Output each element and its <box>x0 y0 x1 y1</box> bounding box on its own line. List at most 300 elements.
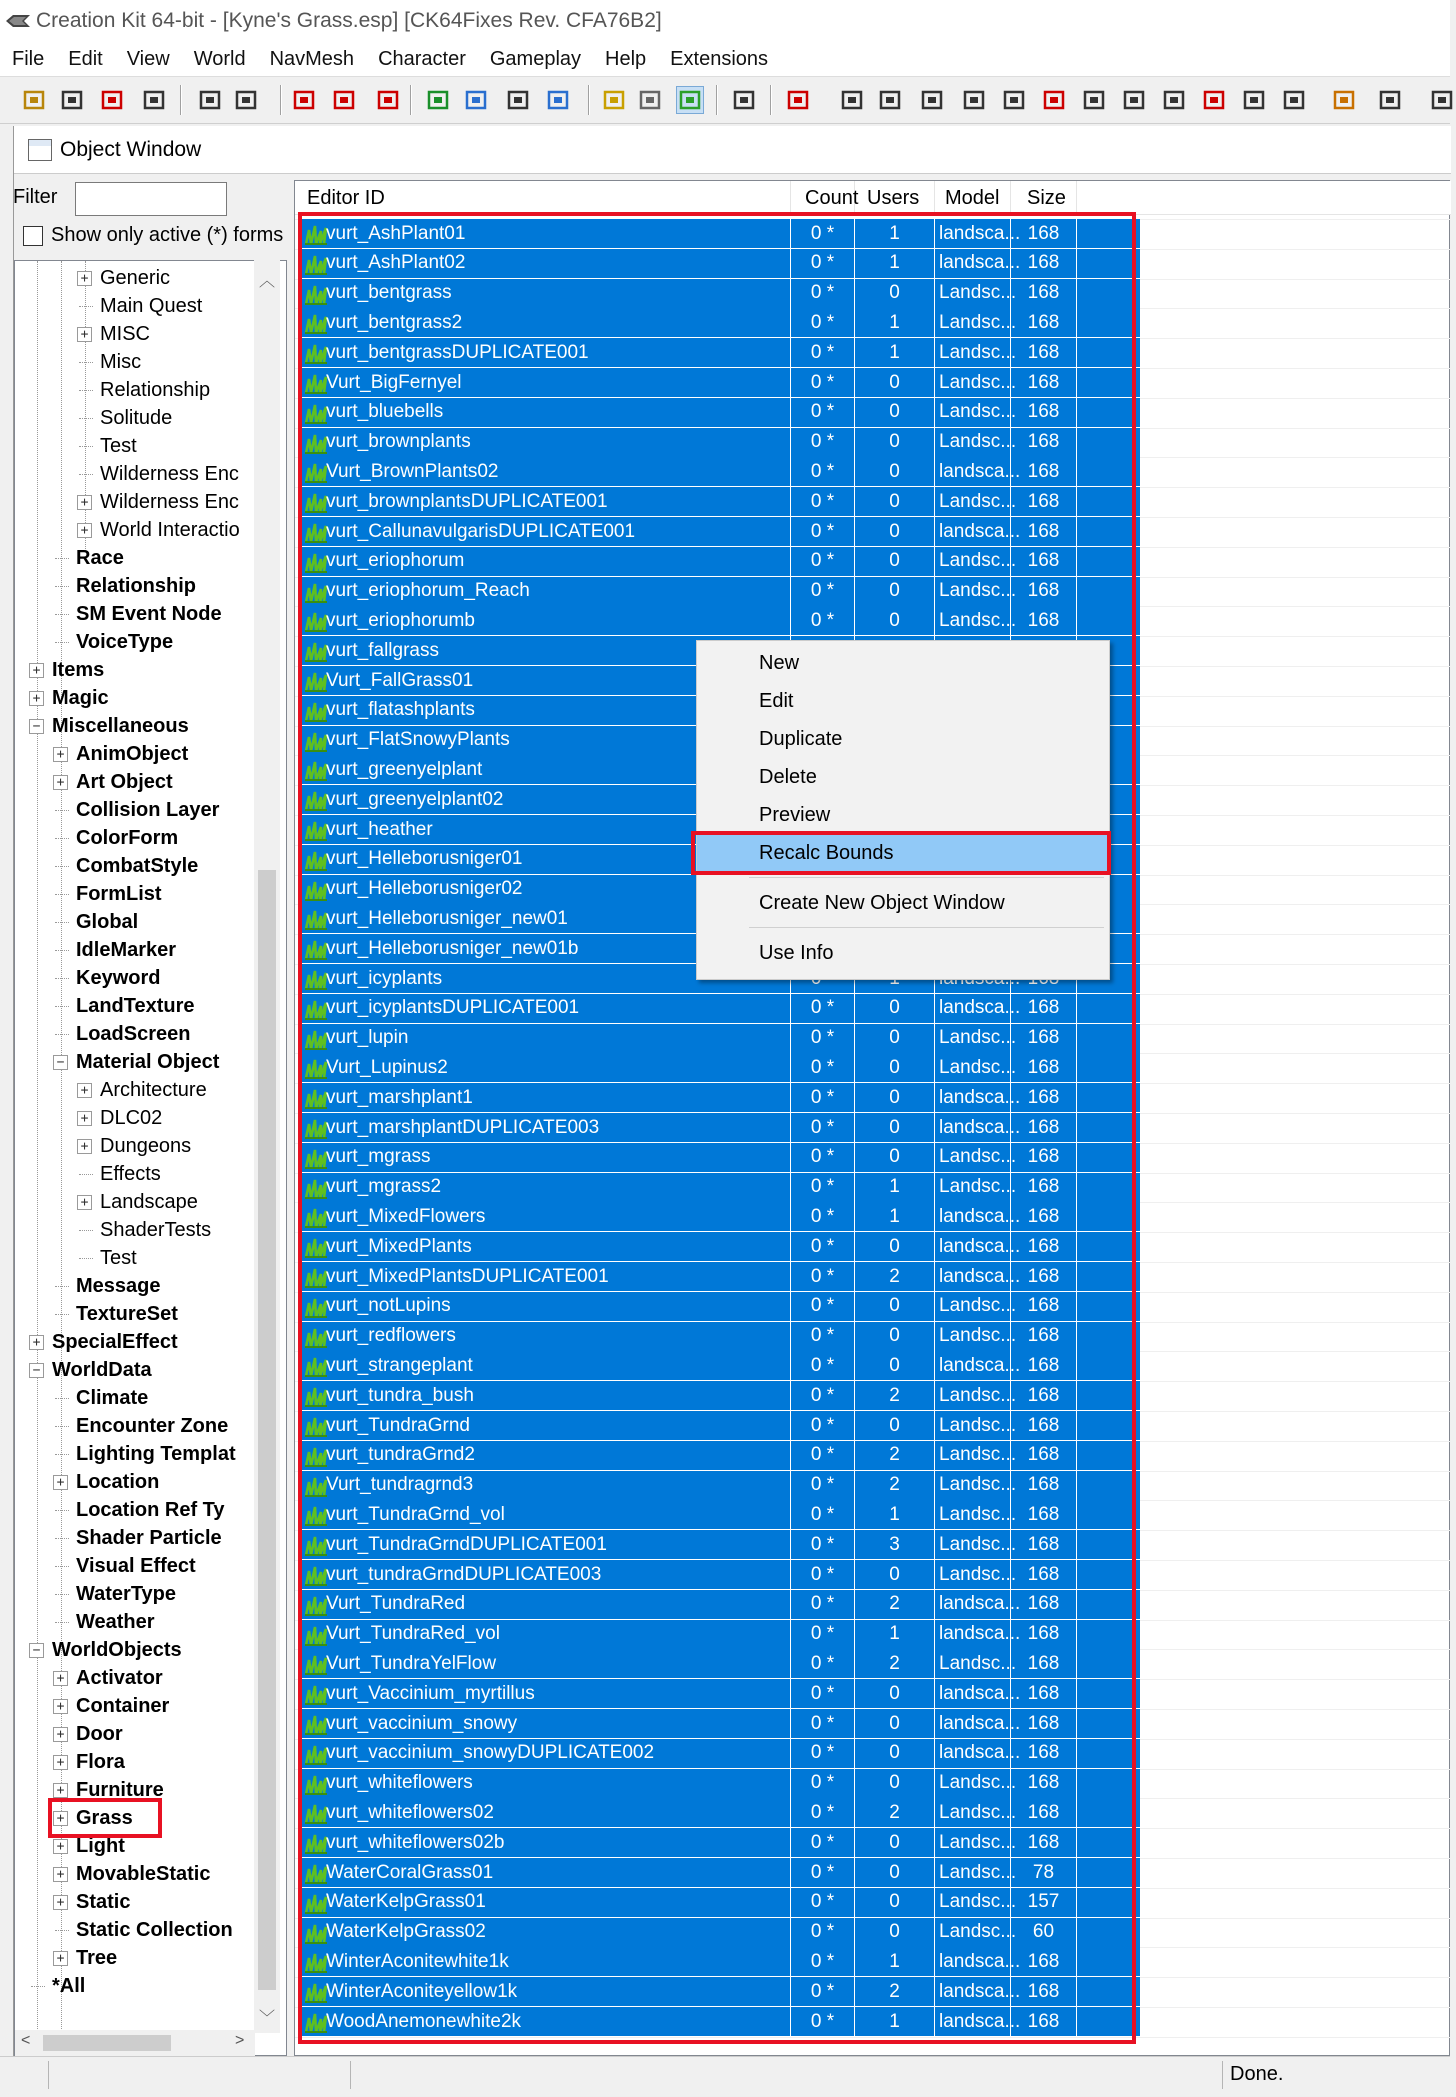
tree-item-label: Relationship <box>100 378 211 401</box>
cell-editor-id: vurt_whiteflowers <box>323 1769 791 1798</box>
tree-item-label: Weather <box>76 1610 155 1633</box>
cell-model: Landsc... <box>935 1888 1011 1917</box>
p-icon[interactable] <box>1160 86 1188 114</box>
tree-item-watertype[interactable] <box>53 1580 176 1608</box>
cell-count: 0 * <box>791 1292 855 1321</box>
column-header-model[interactable]: Model <box>935 181 1011 215</box>
cell-model: Landsc... <box>935 577 1011 606</box>
square-icon[interactable] <box>1120 86 1148 114</box>
tree-item-dungeons[interactable] <box>77 1132 191 1160</box>
cell-model: landsca... <box>935 2007 1011 2036</box>
expand-icon[interactable]: + <box>53 1727 68 1742</box>
expand-icon[interactable]: + <box>29 663 44 678</box>
expand-icon[interactable]: + <box>77 1195 92 1210</box>
navmesh-icon[interactable] <box>330 86 358 114</box>
o-icon[interactable] <box>960 86 988 114</box>
collapse-icon[interactable]: − <box>29 1643 44 1658</box>
menu-edit[interactable]: Edit <box>68 47 103 70</box>
expand-icon[interactable]: + <box>53 747 68 762</box>
cell-users: 0 <box>855 1828 935 1857</box>
marker-icon[interactable] <box>784 86 812 114</box>
tree-item-test[interactable] <box>77 432 137 460</box>
tree-item-static[interactable] <box>53 1888 130 1916</box>
tree-item-label: Material Object <box>76 1050 220 1073</box>
cell-size: 168 <box>1011 1143 1077 1172</box>
filter-input[interactable] <box>75 182 227 216</box>
category-tree[interactable] <box>14 260 287 2056</box>
tree-item-generic[interactable] <box>77 264 170 292</box>
scroll-up-icon[interactable]: ︿ <box>259 273 276 290</box>
box-partial-icon[interactable] <box>1428 86 1456 114</box>
cell-size: 168 <box>1011 279 1077 308</box>
cell-model: Landsc... <box>935 1500 1011 1529</box>
frame-icon[interactable] <box>1200 86 1228 114</box>
cube-icon[interactable] <box>1080 86 1108 114</box>
tree-item-label: Furniture <box>76 1778 164 1801</box>
cell-count: 0 * <box>791 1113 855 1142</box>
scrollbar-thumb[interactable] <box>258 870 276 1990</box>
lighting-icon[interactable] <box>600 86 628 114</box>
menu-extensions[interactable]: Extensions <box>670 47 769 70</box>
cell-size: 168 <box>1011 1798 1077 1827</box>
tree-item-art-object[interactable] <box>53 768 173 796</box>
cell-model: Landsc... <box>935 1649 1011 1678</box>
expand-icon[interactable]: + <box>53 1783 68 1798</box>
undo-icon[interactable] <box>196 86 224 114</box>
cell-size: 168 <box>1011 994 1077 1023</box>
menu-bar <box>0 42 1450 76</box>
sky-icon[interactable] <box>636 86 664 114</box>
tree-item-miscellaneous[interactable] <box>29 712 189 740</box>
show-active-checkbox[interactable] <box>23 224 283 247</box>
cell-editor-id: vurt_AshPlant01 <box>323 219 791 248</box>
sliced-box-icon[interactable] <box>1000 86 1028 114</box>
cell-size: 168 <box>1011 1113 1077 1142</box>
scroll-left-icon[interactable]: < <box>21 2032 31 2049</box>
cell-editor-id: vurt_brownplantsDUPLICATE001 <box>323 487 791 516</box>
cell-editor-id: vurt_flatashplants <box>323 696 791 725</box>
tree-item-label: Global <box>76 910 139 933</box>
cell-users: 1 <box>855 338 935 367</box>
expand-icon[interactable]: + <box>77 1111 92 1126</box>
cell-model: Landsc... <box>935 1411 1011 1440</box>
world-icon[interactable] <box>424 86 452 114</box>
tree-item-label: Tree <box>76 1946 118 1969</box>
cell-editor-id: vurt_icyplantsDUPLICATE001 <box>323 994 791 1023</box>
menu-character[interactable]: Character <box>378 47 466 70</box>
tree-item-label: MISC <box>100 322 150 345</box>
tree-item-location-ref-ty[interactable] <box>53 1496 225 1524</box>
tree-item-misc[interactable] <box>77 320 150 348</box>
expand-icon[interactable]: + <box>77 495 92 510</box>
expand-icon[interactable]: + <box>53 1951 68 1966</box>
tree-item--all[interactable] <box>29 1972 85 2000</box>
tree-item-sm-event-node[interactable] <box>53 600 222 628</box>
collapse-icon[interactable]: − <box>29 1363 44 1378</box>
cell-model: Landsc... <box>935 606 1011 635</box>
boxes-icon[interactable] <box>876 86 904 114</box>
cell-model: landsca... <box>935 1977 1011 2006</box>
tree-item-race[interactable] <box>53 544 124 572</box>
tree-item-label: Location <box>76 1470 160 1493</box>
cell-editor-id: vurt_mgrass <box>323 1143 791 1172</box>
fx-icon[interactable] <box>544 86 572 114</box>
cell-users: 0 <box>855 457 935 486</box>
tree-item-label: Container <box>76 1694 170 1717</box>
tree-item-world-interactio[interactable] <box>77 516 240 544</box>
tree-item-landscape[interactable] <box>77 1188 198 1216</box>
cell-size: 168 <box>1011 547 1077 576</box>
cell-count: 0 * <box>791 1411 855 1440</box>
grass-highlight-box <box>48 1798 162 1838</box>
save-esp-icon[interactable] <box>98 86 126 114</box>
column-header-editor-id[interactable]: Editor ID <box>295 181 791 215</box>
open-icon[interactable] <box>20 86 48 114</box>
expand-icon[interactable]: + <box>53 1755 68 1770</box>
tree-item-location[interactable] <box>53 1468 159 1496</box>
grass-icon[interactable] <box>676 86 704 114</box>
tree-item-label: Shader Particle <box>76 1526 222 1549</box>
expand-icon[interactable]: + <box>53 1475 68 1490</box>
cell-model: landsca... <box>935 1709 1011 1738</box>
tree-item-message[interactable] <box>53 1272 161 1300</box>
cell-editor-id: vurt_tundraGrnd2 <box>323 1441 791 1470</box>
tree-item-combatstyle[interactable] <box>53 852 198 880</box>
object-window-title: Object Window <box>60 137 202 161</box>
tree-item-global[interactable] <box>53 908 138 936</box>
tree-item-label: VoiceType <box>76 630 174 653</box>
cell-editor-id: vurt_eriophorum <box>323 547 791 576</box>
cell-count: 0 * <box>791 1143 855 1172</box>
tree-item-architecture[interactable] <box>77 1076 207 1104</box>
tree-item-colorform[interactable] <box>53 824 178 852</box>
tree-item-relationship[interactable] <box>53 572 196 600</box>
save-icon[interactable] <box>58 86 86 114</box>
context-item-use-info[interactable]: Use Info <box>759 941 834 964</box>
tree-item-effects[interactable] <box>77 1160 161 1188</box>
cell-model: landsca... <box>935 1620 1011 1649</box>
scrollbar-thumb[interactable] <box>43 2035 171 2051</box>
cell-size: 168 <box>1011 1411 1077 1440</box>
checkbox-box[interactable] <box>23 226 43 246</box>
expand-icon[interactable]: + <box>77 271 92 286</box>
cell-model: landsca... <box>935 249 1011 278</box>
tree-item-loadscreen[interactable] <box>53 1020 190 1048</box>
window-icon <box>28 139 52 161</box>
menu-file[interactable]: File <box>12 47 45 70</box>
cell-editor-id: vurt_bentgrass2 <box>323 308 791 337</box>
expand-icon[interactable]: + <box>29 1335 44 1350</box>
tree-item-label: Climate <box>76 1386 149 1409</box>
cell-count: 0 * <box>791 994 855 1023</box>
cell-editor-id: vurt_TundraGrndDUPLICATE001 <box>323 1530 791 1559</box>
cell-size: 157 <box>1011 1888 1077 1917</box>
cell-users: 2 <box>855 1649 935 1678</box>
menu-navmesh[interactable]: NavMesh <box>269 47 355 70</box>
tree-item-weather[interactable] <box>53 1608 155 1636</box>
tree-item-label: Generic <box>100 266 171 289</box>
tree-item-collision-layer[interactable] <box>53 796 219 824</box>
tree-item-label: Architecture <box>100 1078 207 1101</box>
tree-item-lighting-templat[interactable] <box>53 1440 236 1468</box>
expand-icon[interactable]: + <box>77 1139 92 1154</box>
cell-editor-id: Vurt_BrownPlants02 <box>323 457 791 486</box>
cell-editor-id: vurt_marshplant1 <box>323 1083 791 1112</box>
tree-item-label: Collision Layer <box>76 798 220 821</box>
cell-model: landsca... <box>935 517 1011 546</box>
tree-item-label: Race <box>76 546 124 569</box>
cell-users: 0 <box>855 1858 935 1887</box>
menu-world[interactable]: World <box>193 47 246 70</box>
cell-model: Landsc... <box>935 398 1011 427</box>
tree-item-visual-effect[interactable] <box>53 1552 196 1580</box>
cell-model: landsca... <box>935 1083 1011 1112</box>
cell-size: 168 <box>1011 1769 1077 1798</box>
lod-icon[interactable] <box>504 86 532 114</box>
cell-model: Landsc... <box>935 1441 1011 1470</box>
cell-editor-id: vurt_AshPlant02 <box>323 249 791 278</box>
tree-item-label: AnimObject <box>76 742 189 765</box>
cell-size: 168 <box>1011 1441 1077 1470</box>
cell-count: 0 * <box>791 517 855 546</box>
tree-item-encounter-zone[interactable] <box>53 1412 228 1440</box>
cell-model: Landsc... <box>935 1918 1011 1947</box>
cell-size: 168 <box>1011 219 1077 248</box>
cell-count: 0 * <box>791 428 855 457</box>
tree-vertical-scrollbar[interactable] <box>254 260 280 2033</box>
cell-model: Landsc... <box>935 1471 1011 1500</box>
expand-icon[interactable]: + <box>53 1839 68 1854</box>
context-item-duplicate[interactable]: Duplicate <box>759 727 843 750</box>
preferences-icon[interactable] <box>140 86 168 114</box>
context-item-preview[interactable]: Preview <box>759 803 831 826</box>
tree-item-flora[interactable] <box>53 1748 125 1776</box>
tree-item-container[interactable] <box>53 1692 169 1720</box>
tree-item-items[interactable] <box>29 656 104 684</box>
tree-item-relationship[interactable] <box>77 376 210 404</box>
tree-item-voicetype[interactable] <box>53 628 173 656</box>
tree-item-specialeffect[interactable] <box>29 1328 178 1356</box>
cell-count: 0 * <box>791 1053 855 1082</box>
link-icon[interactable] <box>1280 86 1308 114</box>
tree-item-worlddata[interactable] <box>29 1356 152 1384</box>
list-header <box>295 181 1451 215</box>
x-box-icon[interactable] <box>1240 86 1268 114</box>
expand-icon[interactable]: + <box>53 775 68 790</box>
cell-size: 168 <box>1011 1947 1077 1976</box>
tree-item-static-collection[interactable] <box>53 1916 233 1944</box>
context-item-recalc-bounds[interactable]: Recalc Bounds <box>697 835 1109 871</box>
scroll-down-icon[interactable]: ﹀ <box>259 2010 276 2027</box>
cell-users: 0 <box>855 994 935 1023</box>
expand-icon[interactable]: + <box>53 1867 68 1882</box>
cell-users: 2 <box>855 1977 935 2006</box>
expand-icon[interactable]: + <box>77 1083 92 1098</box>
cell-model: Landsc... <box>935 1828 1011 1857</box>
app-icon <box>4 12 32 30</box>
cell-editor-id: vurt_notLupins <box>323 1292 791 1321</box>
tree-item-test[interactable] <box>77 1244 137 1272</box>
cell-size: 168 <box>1011 398 1077 427</box>
render-window-icon[interactable] <box>290 86 318 114</box>
cell-count: 0 * <box>791 1590 855 1619</box>
cell-count: 0 * <box>791 1560 855 1589</box>
collapse-icon[interactable]: − <box>29 719 44 734</box>
cell-model: Landsc... <box>935 1381 1011 1410</box>
tree-item-label: Wilderness Enc <box>100 462 239 485</box>
cell-size: 78 <box>1011 1858 1077 1887</box>
tree-item-textureset[interactable] <box>53 1300 178 1328</box>
cell-users: 0 <box>855 1322 935 1351</box>
cell-users: 1 <box>855 1202 935 1231</box>
tree-item-label: Wilderness Enc <box>100 490 239 513</box>
tree-item-tree[interactable] <box>53 1944 117 1972</box>
cell-size: 168 <box>1011 1828 1077 1857</box>
tree-item-label: Miscellaneous <box>52 714 189 737</box>
cell-model: Landsc... <box>935 308 1011 337</box>
cell-editor-id: WoodAnemonewhite2k <box>323 2007 791 2036</box>
cell-size: 168 <box>1011 606 1077 635</box>
expand-icon[interactable]: + <box>53 1895 68 1910</box>
cell-users: 0 <box>855 606 935 635</box>
cell-size: 60 <box>1011 1918 1077 1947</box>
tree-item-material-object[interactable] <box>53 1048 219 1076</box>
cell-size: 168 <box>1011 1083 1077 1112</box>
landscape-icon[interactable] <box>462 86 490 114</box>
tree-item-formlist[interactable] <box>53 880 162 908</box>
column-header-users[interactable]: Users <box>855 181 935 215</box>
cell-users: 0 <box>855 1113 935 1142</box>
speech-icon[interactable] <box>730 86 758 114</box>
cell-users: 0 <box>855 1769 935 1798</box>
tree-item-solitude[interactable] <box>77 404 172 432</box>
tree-item-label: Visual Effect <box>76 1554 196 1577</box>
tree-item-movablestatic[interactable] <box>53 1860 210 1888</box>
tree-item-misc[interactable] <box>77 348 141 376</box>
cell-users: 2 <box>855 1441 935 1470</box>
context-item-new[interactable]: New <box>759 651 800 674</box>
column-header-count[interactable]: Count <box>791 181 855 215</box>
tree-item-label: Static Collection <box>76 1918 233 1941</box>
cell-editor-id: vurt_vaccinium_snowy <box>323 1709 791 1738</box>
m-icon[interactable] <box>918 86 946 114</box>
tree-item-idlemarker[interactable] <box>53 936 176 964</box>
tree-item-label: Solitude <box>100 406 173 429</box>
tree-item-dlc02[interactable] <box>77 1104 162 1132</box>
tree-item-animobject[interactable] <box>53 740 188 768</box>
menu-gameplay[interactable]: Gameplay <box>489 47 582 70</box>
tree-item-wilderness-enc[interactable] <box>77 488 239 516</box>
tree-item-worldobjects[interactable] <box>29 1636 182 1664</box>
cell-count: 0 * <box>791 398 855 427</box>
cell-size: 168 <box>1011 1471 1077 1500</box>
tree-item-climate[interactable] <box>53 1384 148 1412</box>
expand-icon[interactable]: + <box>53 1671 68 1686</box>
tree-item-magic[interactable] <box>29 684 109 712</box>
cell-size: 168 <box>1011 368 1077 397</box>
cell-editor-id: vurt_marshplantDUPLICATE003 <box>323 1113 791 1142</box>
cell-count: 0 * <box>791 1769 855 1798</box>
cell-size: 168 <box>1011 1262 1077 1291</box>
expand-icon[interactable]: + <box>77 327 92 342</box>
cell-model: landsca... <box>935 1232 1011 1261</box>
window-title: Creation Kit 64-bit - [Kyne's Grass.esp] [CK64Fixes Rev. CFA76B2] <box>36 9 662 32</box>
tree-item-label: FormList <box>76 882 162 905</box>
collapse-icon[interactable]: − <box>53 1055 68 1070</box>
expand-icon[interactable]: + <box>53 1811 68 1826</box>
expand-icon[interactable]: + <box>29 691 44 706</box>
tree-item-label: Keyword <box>76 966 161 989</box>
menu-help[interactable]: Help <box>605 47 647 70</box>
h-icon[interactable] <box>1040 86 1068 114</box>
cell-editor-id: vurt_TundraGrnd <box>323 1411 791 1440</box>
cell-size: 168 <box>1011 1351 1077 1380</box>
cell-editor-id: vurt_icyplants <box>323 964 791 993</box>
tree-item-landtexture[interactable] <box>53 992 195 1020</box>
cell-editor-id: vurt_tundra_bush <box>323 1381 791 1410</box>
context-item-edit[interactable]: Edit <box>759 689 794 712</box>
tree-item-wilderness-enc[interactable] <box>77 460 239 488</box>
cell-model: landsca... <box>935 1262 1011 1291</box>
cell-size: 168 <box>1011 1024 1077 1053</box>
tree-item-shader-particle[interactable] <box>53 1524 222 1552</box>
tree-item-label: LoadScreen <box>76 1022 191 1045</box>
cell-editor-id: vurt_MixedPlantsDUPLICATE001 <box>323 1262 791 1291</box>
cell-users: 0 <box>855 487 935 516</box>
tree-item-label: Relationship <box>76 574 197 597</box>
tree-horizontal-scrollbar[interactable] <box>15 2030 255 2056</box>
cell-size: 168 <box>1011 1202 1077 1231</box>
cell-users: 2 <box>855 1262 935 1291</box>
cell-count: 0 * <box>791 1977 855 2006</box>
box-icon[interactable] <box>838 86 866 114</box>
tree-item-label: Message <box>76 1274 161 1297</box>
tree-item-label: WorldObjects <box>52 1638 182 1661</box>
expand-icon[interactable]: + <box>77 523 92 538</box>
tree-item-label: Location Ref Ty <box>76 1498 225 1521</box>
tree-item-door[interactable] <box>53 1720 123 1748</box>
cell-users: 0 <box>855 1143 935 1172</box>
cell-size: 168 <box>1011 1232 1077 1261</box>
expand-icon[interactable]: + <box>53 1699 68 1714</box>
cell-users: 0 <box>855 1083 935 1112</box>
tree-item-keyword[interactable] <box>53 964 160 992</box>
cell-model: landsca... <box>935 1113 1011 1142</box>
havok-icon[interactable] <box>374 86 402 114</box>
cell-model: Landsc... <box>935 1053 1011 1082</box>
tree-item-label: Test <box>100 1246 137 1269</box>
context-item-delete[interactable]: Delete <box>759 765 817 788</box>
cell-size: 168 <box>1011 1590 1077 1619</box>
column-header-size[interactable]: Size <box>1011 181 1077 215</box>
status-bar <box>0 2056 1450 2092</box>
menu-view[interactable]: View <box>126 47 170 70</box>
sparkle-box-icon[interactable] <box>1376 86 1404 114</box>
tool-icon[interactable] <box>1330 86 1358 114</box>
tree-item-label: *All <box>52 1974 86 1997</box>
cell-users: 0 <box>855 1918 935 1947</box>
cell-model: landsca... <box>935 1679 1011 1708</box>
cell-count: 0 * <box>791 1083 855 1112</box>
cell-editor-id: WaterCoralGrass01 <box>323 1858 791 1887</box>
tree-item-main-quest[interactable] <box>77 292 202 320</box>
scroll-right-icon[interactable]: > <box>235 2032 245 2049</box>
context-item-create-new-object-window[interactable]: Create New Object Window <box>759 891 1005 914</box>
cell-editor-id: vurt_fallgrass <box>323 636 791 665</box>
tree-item-activator[interactable] <box>53 1664 163 1692</box>
tree-item-shadertests[interactable] <box>77 1216 211 1244</box>
redo-icon[interactable] <box>232 86 260 114</box>
